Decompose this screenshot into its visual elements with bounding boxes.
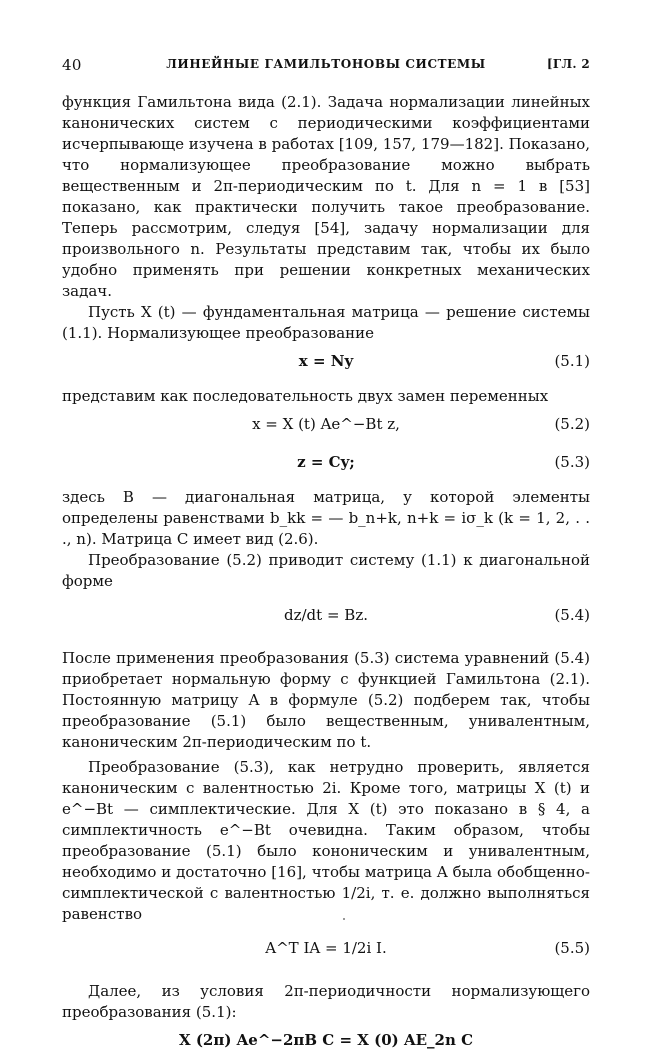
- paragraph-7: Преобразование (5.3), как нетрудно проверить, является каноническим с валентностью 2i. Кроме того, матрицы X (t) и e^−Bt — симплектические. Для X (t) это показано в § 4, а симплектичность e^−Bt очевидна. Таким образом, чтобы преобразование (5.1) было кононическим и унивалентным, необходимо и достаточно [16], чтобы матрица A была обобщенно-симплектической с валентностью 1/2i, т. е. должно выполняться равенство: [62, 758, 590, 923]
- paragraph-3: представим как последовательность двух замен переменных: [62, 387, 549, 405]
- page-body: [62, 92, 590, 1061]
- equation-periodicity: [62, 1023, 590, 1061]
- equation-label: (5.4): [554, 606, 590, 624]
- paragraph-8: Далее, из условия 2π-периодичности нормализующего преобразования (5.1):: [62, 982, 590, 1021]
- equation-label: (5.1): [554, 352, 590, 370]
- equation-5-4: [62, 592, 590, 640]
- equation-5-1: [62, 344, 590, 382]
- equation-5-2: [62, 407, 590, 445]
- equation-label: (5.5): [554, 939, 590, 957]
- equation-label: (5.3): [554, 453, 590, 471]
- page-number: 40: [62, 56, 82, 74]
- paragraph-5: Преобразование (5.2) приводит систему (1.1) к диагональной форме: [62, 551, 590, 590]
- equation-expr: dz/dt = Bz.: [284, 606, 368, 624]
- equation-expr: x = X (t) Ae^−Bt z,: [252, 415, 400, 433]
- paragraph-1: функция Гамильтона вида (2.1). Задача нормализации линейных канонических систем с периодическими коэффициентами исчерпывающе изучена в работах [109, 157, 179—182]. Показано, что нормализующее преобразование можно выбрать вещественным и 2π-периодическим по t. Для n = 1 в [53] показано, как практически получить такое преобразование. Теперь рассмотрим, следуя [54], задачу нормализации для произвольного n. Результаты представим так, чтобы их было удобно применять при решении конкретных механических задач.: [62, 93, 590, 300]
- equation-label: (5.2): [554, 415, 590, 433]
- paragraph-2: Пусть X (t) — фундаментальная матрица — решение системы (1.1). Нормализующее преобразование: [62, 303, 590, 342]
- equation-5-3: [62, 445, 590, 483]
- running-header: [62, 56, 590, 76]
- print-speck: [343, 918, 345, 920]
- equation-expr: x = Ny: [298, 352, 354, 370]
- chapter-marker: [ГЛ. 2: [546, 57, 590, 71]
- equation-5-5: [62, 925, 590, 973]
- equation-expr: X (2π) Ae^−2πB C = X (0) AE_2n C: [178, 1031, 474, 1049]
- equation-expr: A^T IA = 1/2i I.: [265, 939, 387, 957]
- paragraph-6: После применения преобразования (5.3) система уравнений (5.4) приобретает нормальную форму с функцией Гамильтона (2.1). Постоянную матрицу A в формуле (5.2) подберем так, чтобы преобразование (5.1) было вещественным, унивалентным, каноническим 2π-периодическим по t.: [62, 649, 590, 751]
- running-title: ЛИНЕЙНЫЕ ГАМИЛЬТОНОВЫ СИСТЕМЫ: [166, 57, 486, 71]
- equation-expr: z = Cy;: [297, 453, 355, 471]
- paragraph-4: здесь B — диагональная матрица, у которой элементы определены равенствами b_kk = — b_n+k, n+k = iσ_k (k = 1, 2, . . ., n). Матрица C имеет вид (2.6).: [62, 488, 590, 548]
